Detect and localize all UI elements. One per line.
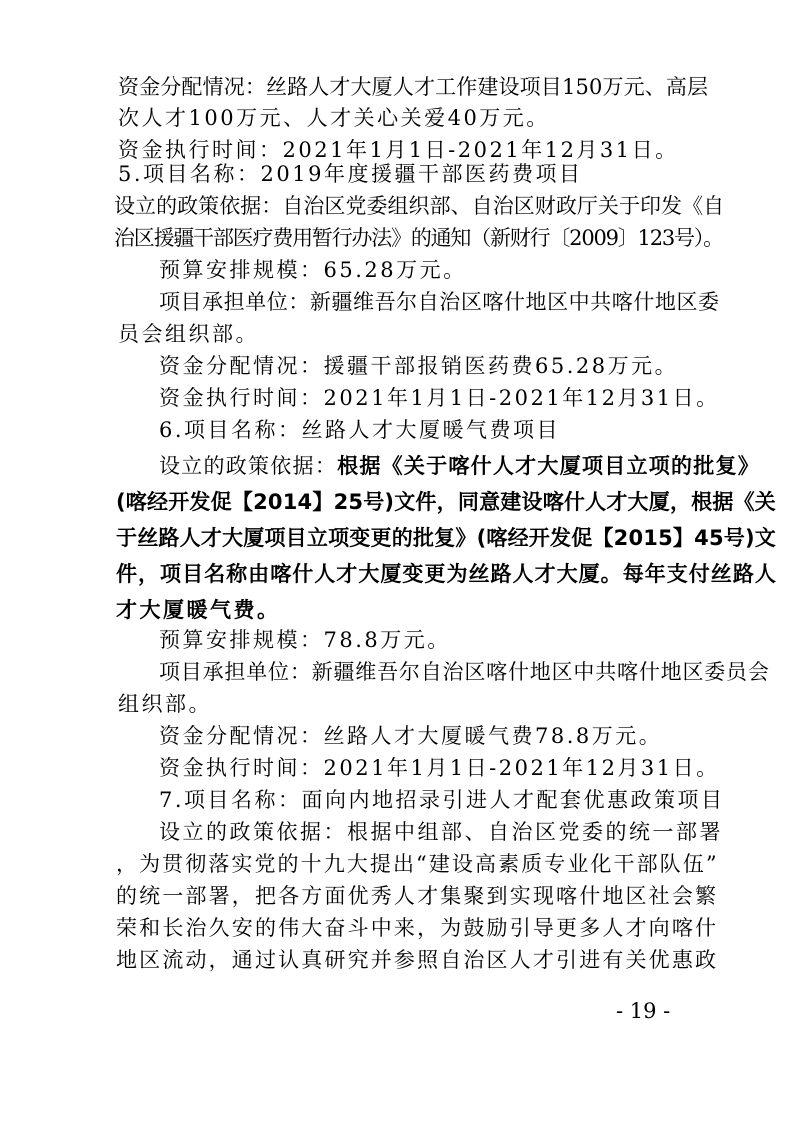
text-line: 才大厦暖气费。 <box>116 598 281 622</box>
text-line: 资金分配情况：丝路人才大厦暖气费78.8万元。 <box>159 724 663 748</box>
text-line: 件，项目名称由喀什人才大厦变更为丝路人才大厦。每年支付丝路人 <box>116 562 777 586</box>
text-line: 5.项目名称：2019年度援疆干部医药费项目 <box>118 162 583 186</box>
text-line: 设立的政策依据：自治区党委组织部、自治区财政厅关于印发《自 <box>114 194 725 218</box>
text-line: 资金执行时间：2021年1月1日-2021年12月31日。 <box>159 386 720 410</box>
text-line: 次人才100万元、人才关心关爱40万元。 <box>118 106 550 130</box>
text-line: 项目承担单位：新疆维吾尔自治区喀什地区中共喀什地区委 <box>159 290 720 314</box>
text-line: 7.项目名称：面向内地招录引进人才配套优惠政策项目 <box>159 788 725 812</box>
text-line: 于丝路人才大厦项目立项变更的批复》(喀经开发促【2015】45号)文 <box>116 526 777 550</box>
text-line: 资金执行时间：2021年1月1日-2021年12月31日。 <box>159 756 720 780</box>
text-line: 资金分配情况：丝路人才大厦人才工作建设项目150万元、高层 <box>118 75 709 99</box>
text-line: 预算安排规模：78.8万元。 <box>159 628 451 652</box>
policy-basis-text: 根据《关于喀什人才大厦项目立项的批复》 <box>337 454 761 478</box>
text-line: 6.项目名称：丝路人才大厦暖气费项目 <box>159 418 561 442</box>
text-line: 组织部。 <box>118 692 212 716</box>
text-line: 员会组织部。 <box>118 322 259 346</box>
page-number: - 19 - <box>616 999 671 1023</box>
text-line: (喀经开发促【2014】25号)文件，同意建设喀什人才大厦，根据《关 <box>116 490 777 514</box>
text-line: 资金分配情况：援疆干部报销医药费65.28万元。 <box>159 354 679 378</box>
text-line: 资金执行时间：2021年1月1日-2021年12月31日。 <box>118 138 679 162</box>
text-line <box>159 452 760 480</box>
text-line: ，为贯彻落实党的十九大提出“建设高素质专业化干部队伍” <box>116 852 719 876</box>
text-line: 设立的政策依据：根据中组部、自治区党委的统一部署 <box>159 820 723 844</box>
text-line: 荣和长治久安的伟大奋斗中来，为鼓励引导更多人才向喀什 <box>116 916 719 940</box>
text-line: 预算安排规模：65.28万元。 <box>159 258 467 282</box>
policy-basis-label: 设立的政策依据： <box>159 454 338 478</box>
text-line: 项目承担单位：新疆维吾尔自治区喀什地区中共喀什地区委员会 <box>159 660 770 684</box>
text-line: 地区流动，通过认真研究并参照自治区人才引进有关优惠政 <box>116 948 719 972</box>
text-line: 治区援疆干部医疗费用暂行办法》的通知（新财行〔2009〕123号）。 <box>114 226 723 250</box>
text-line: 的统一部署，把各方面优秀人才集聚到实现喀什地区社会繁 <box>116 884 719 908</box>
